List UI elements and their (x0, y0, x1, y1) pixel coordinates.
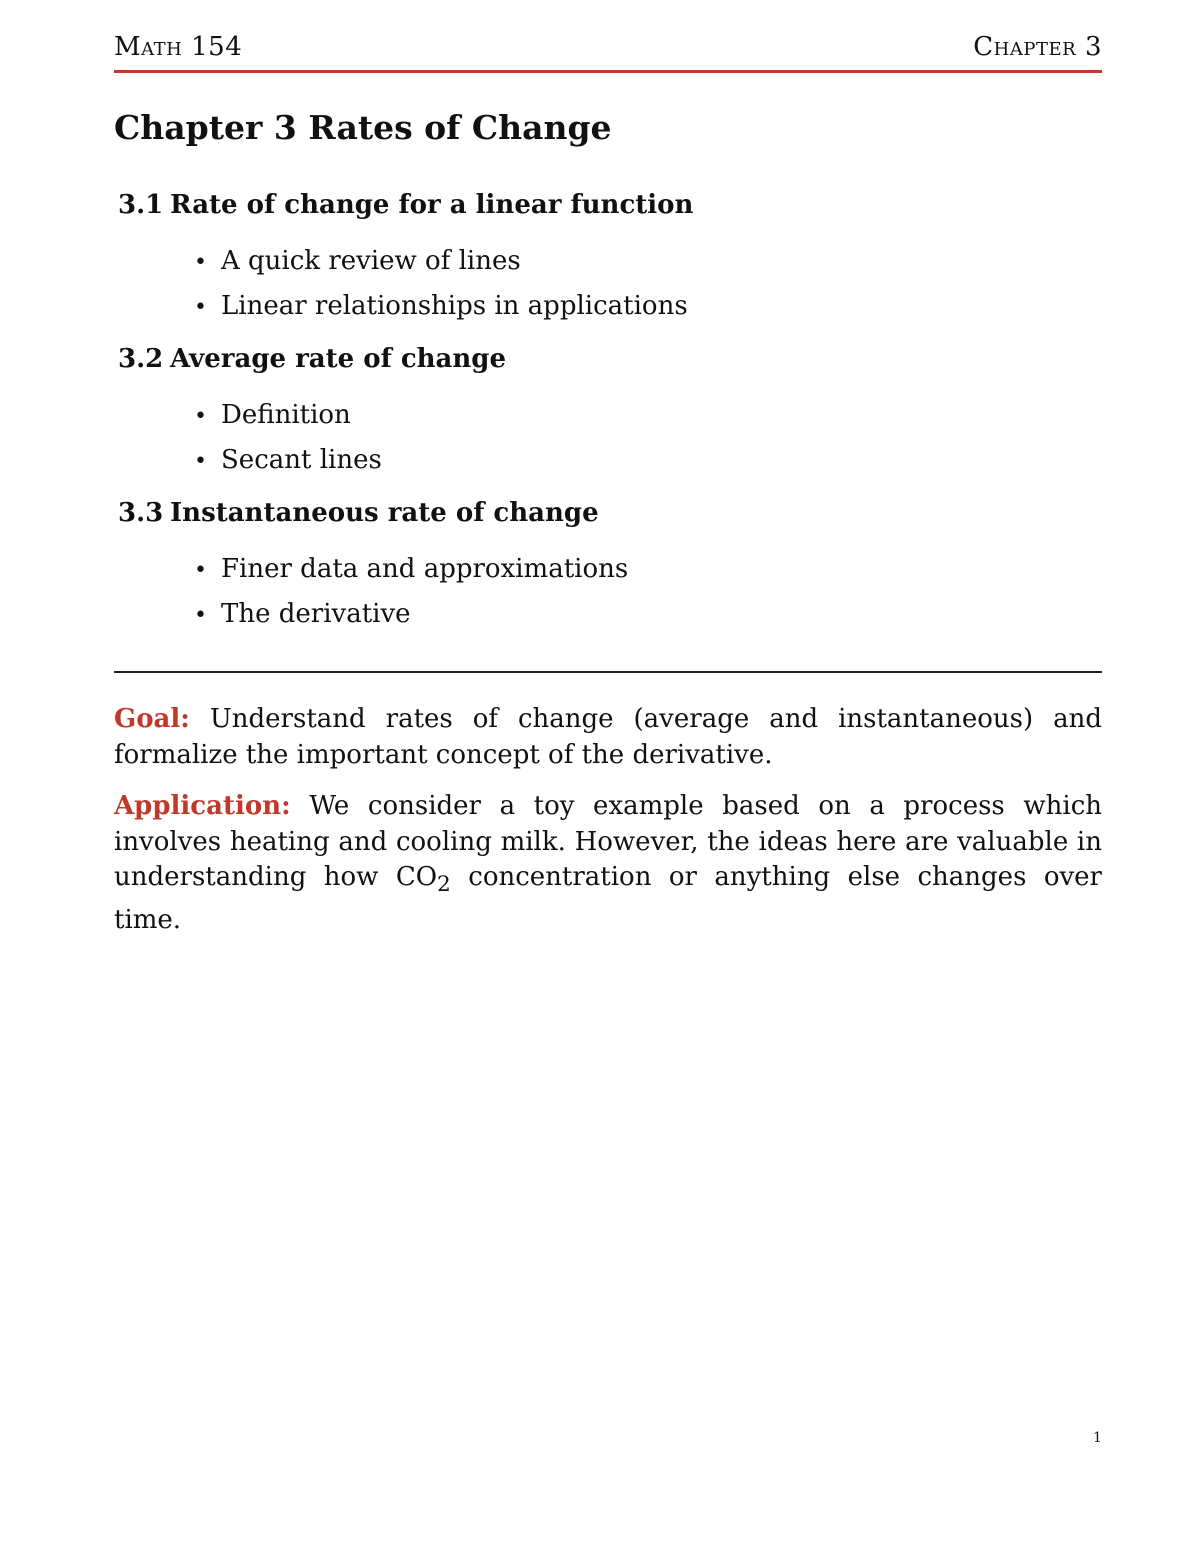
course-name: Math 154 (114, 32, 243, 62)
bullet-list (194, 246, 688, 336)
application-text-after: concentration or anything else changes over time. (114, 862, 1102, 935)
section-number: 3.1 (118, 190, 164, 220)
list-item-text: Linear relationships in applications (221, 291, 688, 321)
goal-paragraph (114, 702, 1102, 773)
goal-text: Understand rates of change (average and instantaneous) and formalize the important concept of the derivative. (114, 704, 1103, 770)
list-item (194, 445, 382, 490)
bullet-icon: • (194, 449, 207, 474)
list-item (194, 291, 688, 336)
list-item-text: Secant lines (221, 445, 382, 475)
section-title: Average rate of change (170, 344, 507, 374)
section-heading (118, 190, 693, 220)
list-item (194, 599, 628, 644)
list-item (194, 400, 382, 445)
goal-label: Goal: (114, 704, 190, 734)
application-label: Application: (114, 791, 291, 821)
bullet-icon: • (194, 250, 207, 275)
application-paragraph (114, 789, 1102, 938)
chapter-title: Chapter 3 Rates of Change (114, 108, 612, 147)
section-number: 3.3 (118, 498, 164, 528)
section-heading (118, 344, 506, 374)
section-title: Rate of change for a linear function (170, 190, 694, 220)
running-header (114, 30, 1102, 66)
list-item-text: Definition (221, 400, 351, 430)
bullet-icon: • (194, 404, 207, 429)
bullet-icon: • (194, 603, 207, 628)
bullet-icon: • (194, 558, 207, 583)
bullet-list (194, 400, 382, 490)
list-item-text: Finer data and approximations (221, 554, 629, 584)
list-item (194, 246, 688, 291)
divider (114, 671, 1102, 673)
section-title: Instantaneous rate of change (170, 498, 599, 528)
chapter-label: Chapter 3 (973, 32, 1102, 62)
bullet-icon: • (194, 295, 207, 320)
header-rule (114, 70, 1102, 73)
section-number: 3.2 (118, 344, 164, 374)
list-item-text: The derivative (221, 599, 411, 629)
application-text-before: We consider a toy example based on a process which involves heating and cooling milk. However, the ideas here are valuable in understanding how CO (114, 791, 1102, 892)
co2-subscript: 2 (437, 872, 451, 898)
page-number: 1 (1093, 1430, 1102, 1446)
list-item-text: A quick review of lines (221, 246, 521, 276)
list-item (194, 554, 628, 599)
section-heading (118, 498, 599, 528)
bullet-list (194, 554, 628, 644)
